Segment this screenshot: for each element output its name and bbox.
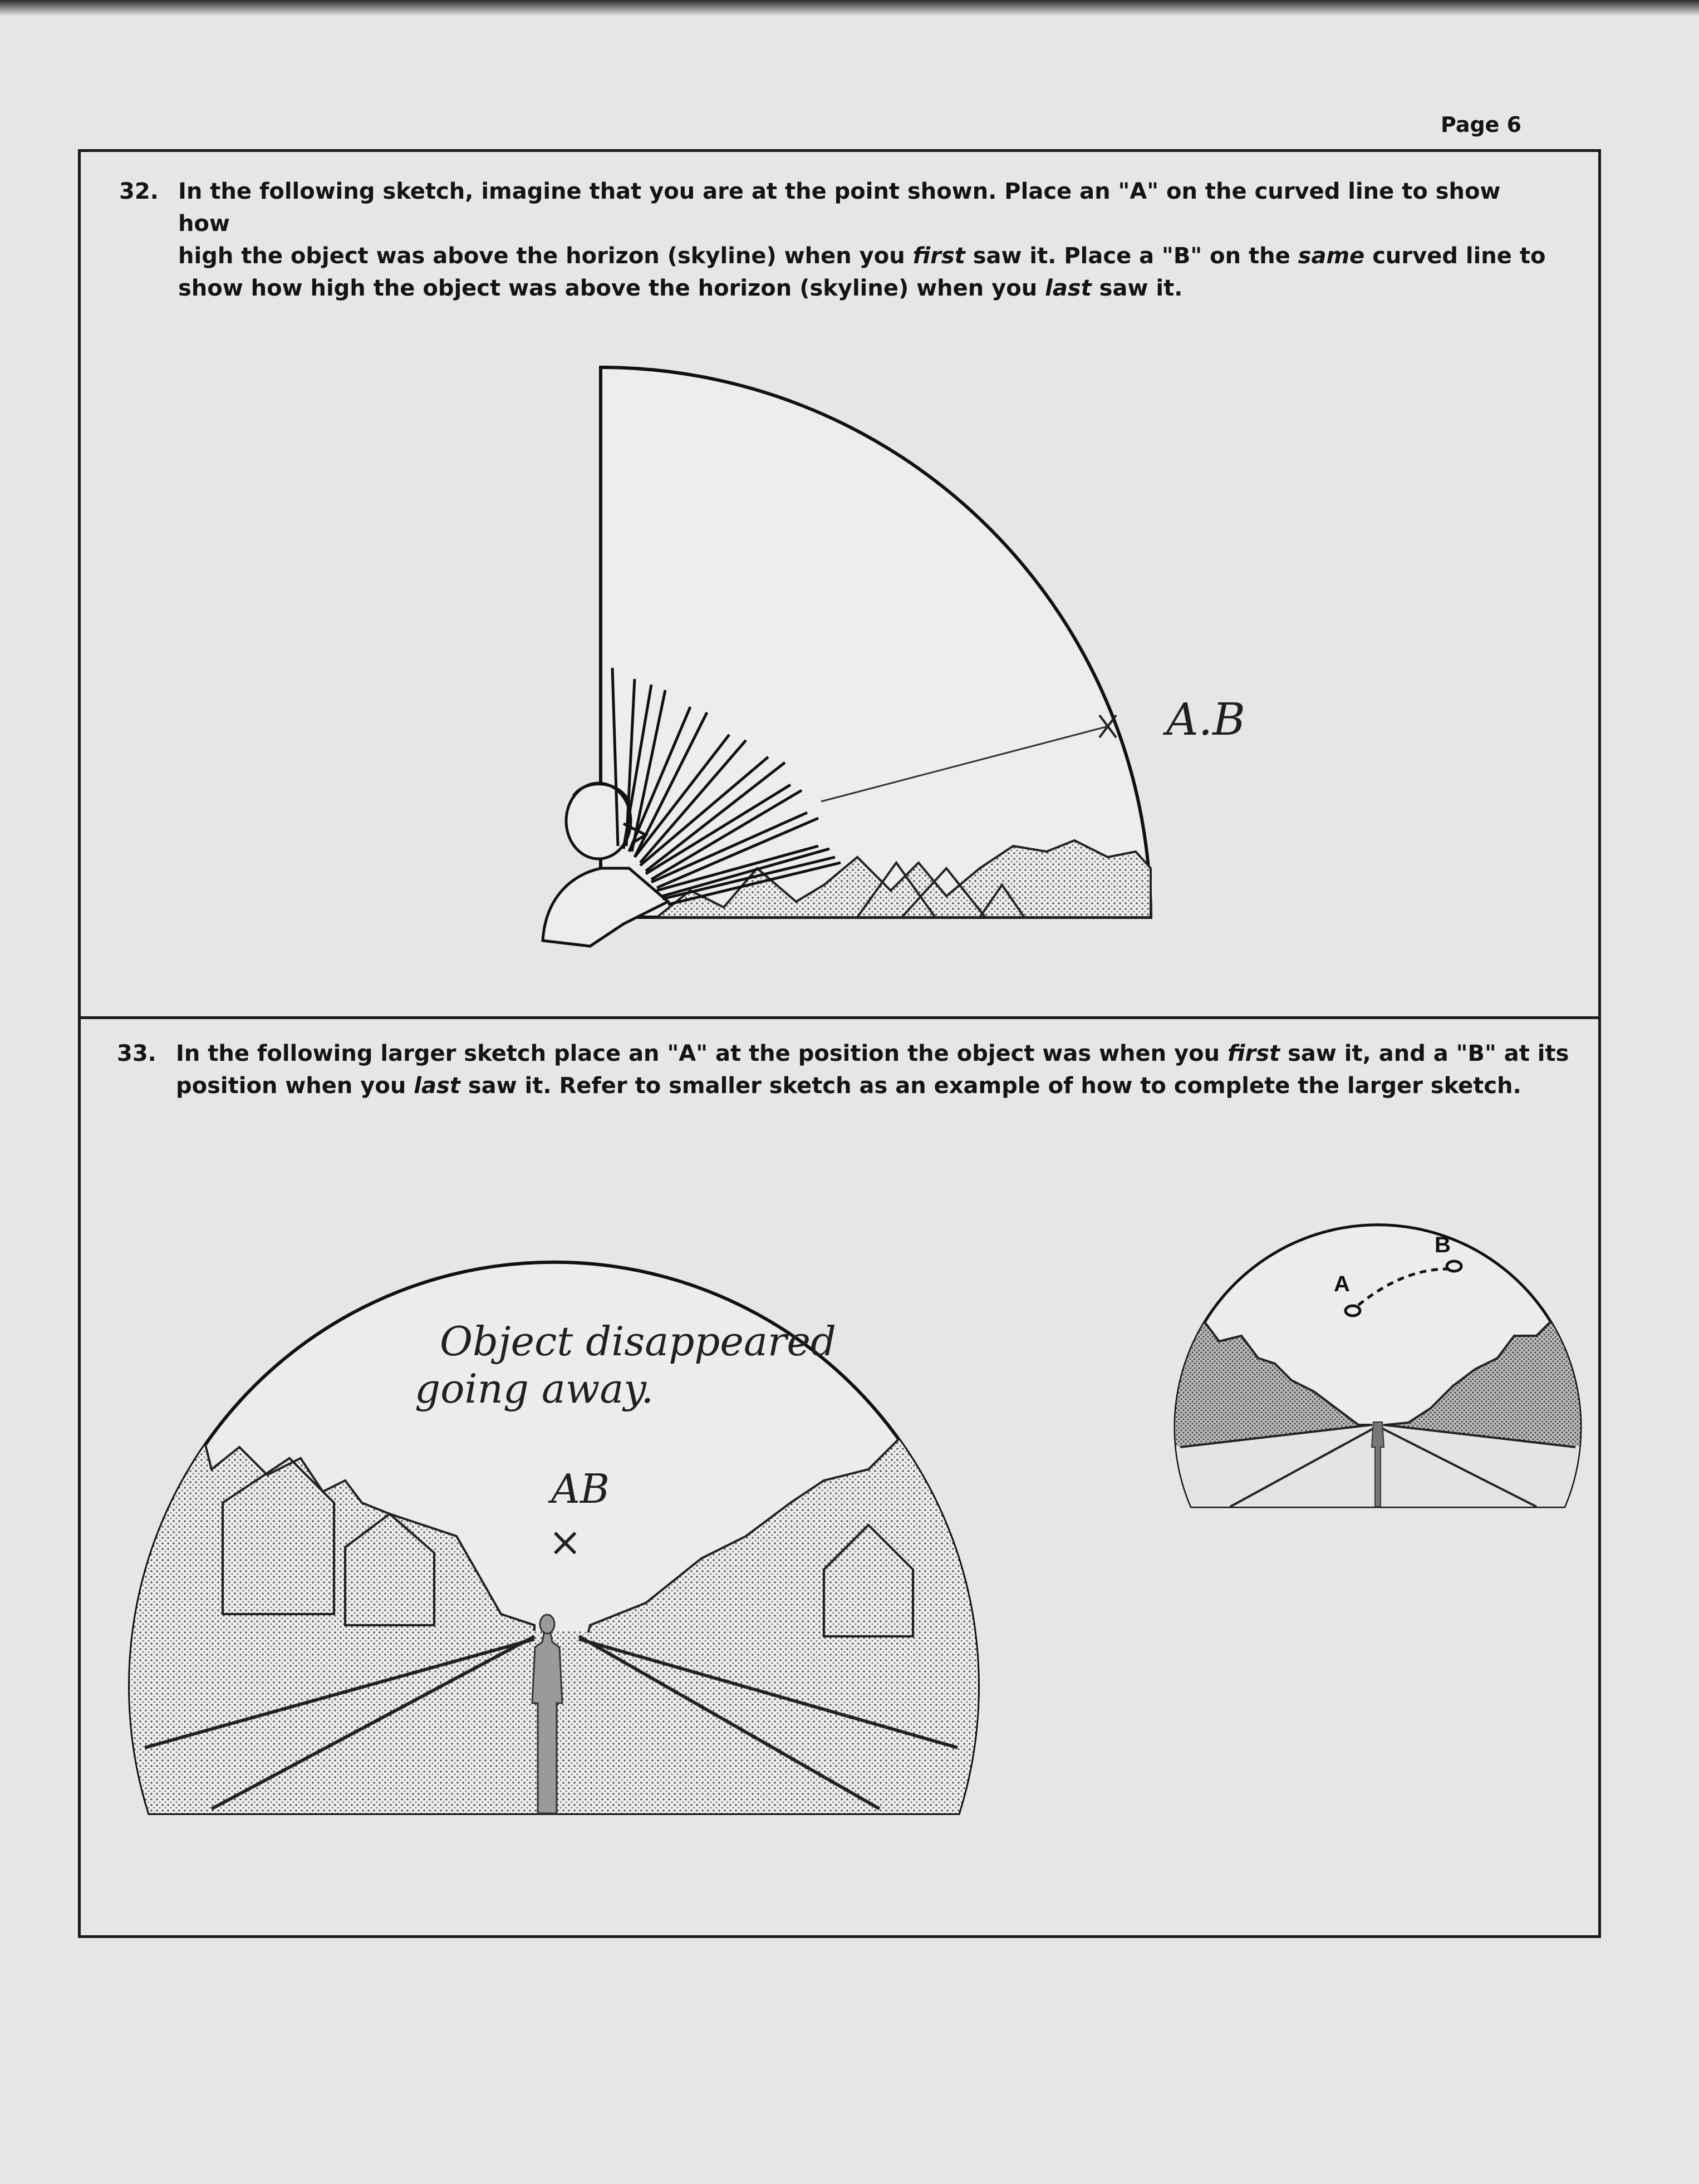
handwritten-mark-x: × — [548, 1518, 582, 1565]
example-label-a: A — [1334, 1272, 1350, 1296]
handwritten-answer-32: A.B — [1166, 693, 1245, 745]
question-text-line: show how high the object was above the horizon (skyline) when you last saw it. — [178, 276, 1183, 301]
handwritten-note-line-1: Object disappeared — [440, 1318, 837, 1365]
example-street-sketch — [1169, 1225, 1587, 1507]
question-number: 32. — [119, 179, 159, 204]
horizon-arc-sketch — [543, 367, 1245, 946]
question-text-line: In the following sketch, imagine that you are at the point shown. Place an "A" on the curved line to show how — [178, 179, 1501, 237]
large-street-sketch — [111, 1262, 1002, 1813]
question-text-line: In the following larger sketch place an "A" at the position the object was when you first saw it, and a "B" at its — [176, 1041, 1569, 1066]
page-number: Page 6 — [1441, 112, 1522, 137]
quarter-circle-outline — [601, 367, 1151, 917]
question-number: 33. — [117, 1041, 156, 1066]
question-text-line: high the object was above the horizon (skyline) when you first saw it. Place a "B" on the same curved line to — [178, 243, 1546, 269]
question-text-line: position when you last saw it. Refer to smaller sketch as an example of how to complete the larger sketch. — [176, 1073, 1521, 1099]
handwritten-answer-33: AB — [551, 1465, 610, 1512]
handwritten-note-line-2: going away. — [415, 1365, 654, 1412]
example-label-b: B — [1435, 1233, 1451, 1257]
